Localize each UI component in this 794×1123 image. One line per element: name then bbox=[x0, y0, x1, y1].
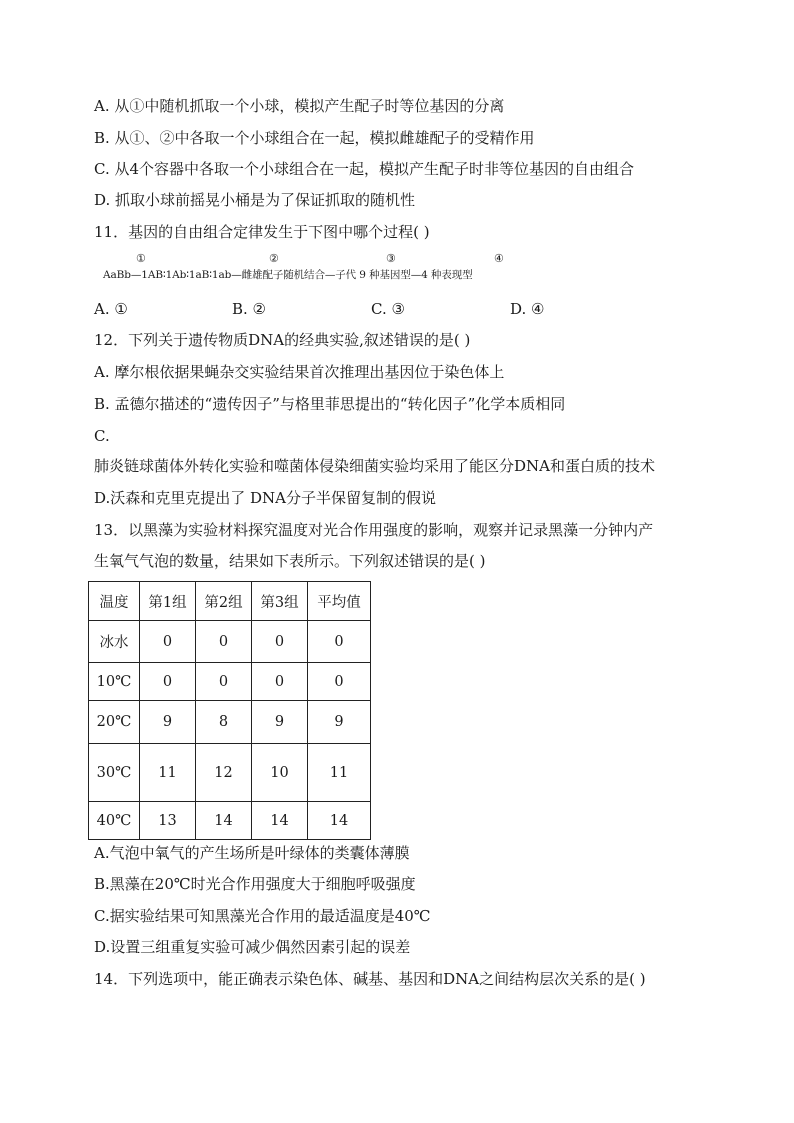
table-cell: 0 bbox=[252, 621, 308, 663]
q11-stem: 11．基因的自由组合定律发生于下图中哪个过程( ) bbox=[94, 223, 430, 241]
header-cell: 第2组 bbox=[196, 582, 252, 621]
q11-option-b: B. ② bbox=[232, 300, 267, 318]
q11-mark-1: ① bbox=[136, 252, 146, 265]
q11-process-diagram: AaBb—1AB∶1Ab∶1aB∶1ab—雌雄配子随机结合—子代 9 种基因型—4 种表现型 bbox=[103, 269, 473, 281]
header-cell: 第3组 bbox=[252, 582, 308, 621]
q11-option-a: A. ① bbox=[94, 300, 128, 318]
table-row bbox=[89, 621, 371, 663]
q12-stem: 12．下列关于遗传物质DNA的经典实验,叙述错误的是( ) bbox=[94, 331, 471, 349]
table-cell: 冰水 bbox=[89, 621, 140, 663]
q13-option-a: A.气泡中氧气的产生场所是叶绿体的类囊体薄膜 bbox=[94, 844, 410, 862]
table-cell: 0 bbox=[308, 621, 371, 663]
q10-option-b: B. 从①、②中各取一个小球组合在一起，模拟雌雄配子的受精作用 bbox=[94, 129, 535, 147]
q13-option-c: C.据实验结果可知黑藻光合作用的最适温度是40℃ bbox=[94, 907, 431, 925]
table-cell: 30℃ bbox=[89, 744, 140, 802]
table-cell: 13 bbox=[140, 802, 196, 840]
q13-stem-line-1: 13．以黑藻为实验材料探究温度对光合作用强度的影响，观察并记录黑藻一分钟内产 bbox=[94, 521, 654, 539]
q12-option-c-label: C. bbox=[94, 427, 110, 445]
q13-data-table bbox=[88, 581, 371, 840]
q11-mark-4: ④ bbox=[494, 252, 504, 265]
table-cell: 0 bbox=[196, 663, 252, 701]
table-cell: 10℃ bbox=[89, 663, 140, 701]
table-cell: 0 bbox=[308, 663, 371, 701]
table-row bbox=[89, 802, 371, 840]
q13-option-d: D.设置三组重复实验可减少偶然因素引起的误差 bbox=[94, 938, 411, 956]
q11-mark-2: ② bbox=[269, 252, 279, 265]
q13-option-b: B.黑藻在20℃时光合作用强度大于细胞呼吸强度 bbox=[94, 875, 416, 893]
table-cell: 12 bbox=[196, 744, 252, 802]
table-cell: 14 bbox=[252, 802, 308, 840]
table-cell: 11 bbox=[140, 744, 196, 802]
q10-option-c: C. 从4个容器中各取一个小球组合在一起，模拟产生配子时非等位基因的自由组合 bbox=[94, 160, 635, 178]
q10-option-d: D. 抓取小球前摇晃小桶是为了保证抓取的随机性 bbox=[94, 191, 416, 209]
header-cell: 第1组 bbox=[140, 582, 196, 621]
table-row bbox=[89, 701, 371, 744]
table-cell: 40℃ bbox=[89, 802, 140, 840]
q12-option-b: B. 孟德尔描述的“遗传因子”与格里菲思提出的“转化因子”化学本质相同 bbox=[94, 395, 566, 413]
q14-stem: 14．下列选项中，能正确表示染色体、碱基、基因和DNA之间结构层次关系的是( ) bbox=[94, 970, 646, 988]
table-row bbox=[89, 663, 371, 701]
q10-option-a: A. 从①中随机抓取一个小球，模拟产生配子时等位基因的分离 bbox=[94, 97, 505, 115]
table-cell: 0 bbox=[140, 663, 196, 701]
table-cell: 0 bbox=[252, 663, 308, 701]
table-header-row bbox=[89, 582, 371, 621]
table-cell: 9 bbox=[140, 701, 196, 744]
table-cell: 14 bbox=[308, 802, 371, 840]
table-cell: 8 bbox=[196, 701, 252, 744]
table-cell: 10 bbox=[252, 744, 308, 802]
table-cell: 20℃ bbox=[89, 701, 140, 744]
q12-option-c-text: 肺炎链球菌体外转化实验和噬菌体侵染细菌实验均采用了能区分DNA和蛋白质的技术 bbox=[94, 457, 655, 475]
table-cell: 14 bbox=[196, 802, 252, 840]
table-cell: 11 bbox=[308, 744, 371, 802]
q12-option-a: A. 摩尔根依据果蝇杂交实验结果首次推理出基因位于染色体上 bbox=[94, 363, 505, 381]
q13-stem-line-2: 生氧气气泡的数量，结果如下表所示。下列叙述错误的是( ) bbox=[94, 552, 486, 570]
table-cell: 9 bbox=[308, 701, 371, 744]
header-cell: 温度 bbox=[89, 582, 140, 621]
q11-mark-3: ③ bbox=[386, 252, 396, 265]
q11-option-d: D. ④ bbox=[510, 300, 545, 318]
table-cell: 0 bbox=[196, 621, 252, 663]
table-cell: 0 bbox=[140, 621, 196, 663]
table-row bbox=[89, 744, 371, 802]
header-cell: 平均值 bbox=[308, 582, 371, 621]
table-cell: 9 bbox=[252, 701, 308, 744]
q11-option-c: C. ③ bbox=[371, 300, 405, 318]
q12-option-d: D.沃森和克里克提出了 DNA分子半保留复制的假说 bbox=[94, 489, 437, 507]
